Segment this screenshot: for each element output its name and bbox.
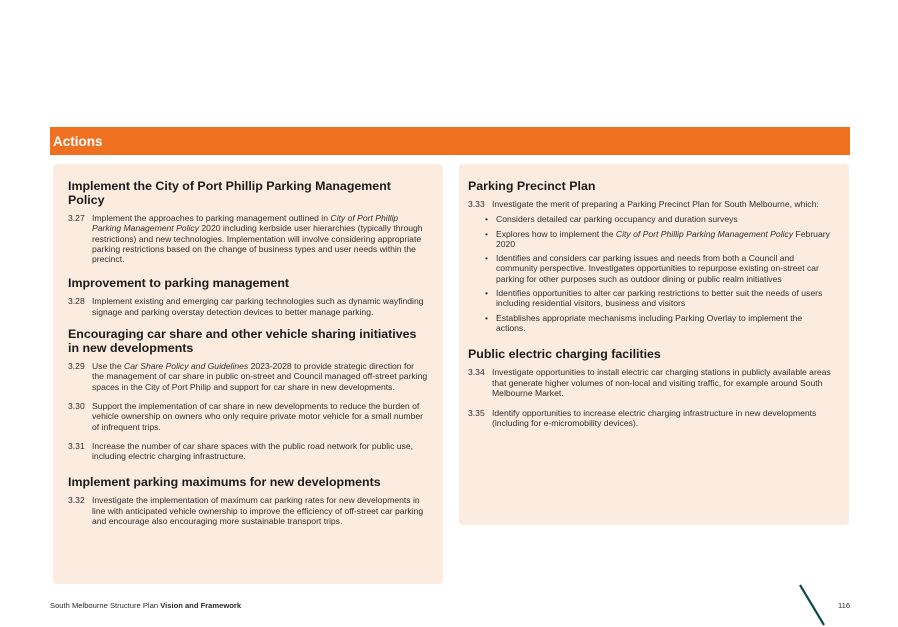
section-electric-charging xyxy=(468,347,834,428)
action-number: 3.29 xyxy=(68,361,85,372)
action-text: Use the Car Share Policy and Guidelines 2023-2028 to provide strategic direction for the management of car share in public on-street and Council managed off-street parking spaces in the City of Port Philip and support for car share in new developments. xyxy=(92,361,428,392)
list-item: • Identifies and considers car parking issues and needs from both a Council and community perspective. Investigates opportunities to repurpose existing on-street car parking for other purposes such as outdoor dining or public realm initiatives xyxy=(485,253,819,284)
action-text: Increase the number of car share spaces with the public road network for public use, including electric charging infrastructure. xyxy=(92,440,414,462)
bullet-icon: • xyxy=(485,214,489,225)
section-parking-management-policy xyxy=(68,179,428,264)
action-number: 3.33 xyxy=(468,199,485,209)
action-text: Identify opportunities to increase electric charging infrastructure in new developments (including for e-micromobility devices). xyxy=(492,408,817,429)
action-text: Investigate the merit of preparing a Parking Precinct Plan for South Melbourne, which: xyxy=(492,199,819,209)
action-number: 3.32 xyxy=(68,495,85,506)
section-improvement-parking-management xyxy=(68,276,428,317)
list-item: • Considers detailed car parking occupancy and duration surveys xyxy=(485,214,738,225)
action-item xyxy=(468,408,834,429)
action-item xyxy=(68,361,428,392)
action-item xyxy=(468,199,834,209)
section-car-share xyxy=(68,327,428,461)
section-parking-precinct-plan xyxy=(468,179,834,333)
footer-document-title xyxy=(50,601,241,610)
section-heading: Implement the City of Port Phillip Parking Management Policy xyxy=(68,179,391,207)
footer-doc-subtitle: Vision and Framework xyxy=(160,601,242,610)
footer-doc-name: South Melbourne Structure Plan xyxy=(50,601,159,610)
precinct-plan-bullets xyxy=(468,214,834,333)
bullet-icon: • xyxy=(485,228,489,239)
action-item xyxy=(68,401,428,432)
decorative-slash-icon xyxy=(796,583,828,627)
section-heading: Parking Precinct Plan xyxy=(468,179,596,193)
action-number: 3.28 xyxy=(68,296,85,307)
list-item: • Identifies opportunities to alter car parking restrictions to better suit the needs of users including residential visitors, business and visitors xyxy=(485,288,823,309)
bullet-icon: • xyxy=(485,253,489,264)
action-number: 3.27 xyxy=(68,213,85,223)
action-item xyxy=(68,495,428,526)
action-item xyxy=(68,296,428,317)
action-text: Investigate opportunities to install electric car charging stations in publicly available areas that generate higher volumes of non-local and visiting traffic, for example around South Melbourne Market. xyxy=(492,367,831,398)
section-parking-maximums xyxy=(68,475,428,526)
bullet-icon: • xyxy=(485,288,489,299)
action-text: Investigate the implementation of maximum car parking rates for new developments in line with anticipated vehicle ownership to improve the efficiency of off-street car parking and encourage also encouraging more sustainable transport trips. xyxy=(92,495,424,527)
section-heading: Implement parking maximums for new developments xyxy=(68,475,381,490)
list-item: • Explores how to implement the City of Port Phillip Parking Management Policy February 2020 xyxy=(485,228,830,249)
actions-header-bar xyxy=(50,127,850,155)
action-item xyxy=(68,441,428,462)
section-heading: Encouraging car share and other vehicle sharing initiatives in new developments xyxy=(68,327,417,356)
left-actions-panel xyxy=(53,164,443,584)
action-text: Implement existing and emerging car parking technologies such as dynamic wayfinding signage and parking overstay detection devices to better manage parking. xyxy=(92,296,424,317)
right-actions-panel xyxy=(459,164,849,525)
page-number: 116 xyxy=(838,601,851,610)
action-text: Support the implementation of car share in new developments to reduce the burden of vehicle ownership on owners who only require private motor vehicle for a small number of infrequent trips. xyxy=(92,400,424,432)
action-number: 3.30 xyxy=(68,400,85,411)
section-heading: Improvement to parking management xyxy=(68,276,290,291)
actions-title: Actions xyxy=(53,134,103,149)
action-number: 3.31 xyxy=(68,440,85,451)
action-item xyxy=(68,213,428,264)
list-item: • Establishes appropriate mechanisms including Parking Overlay to implement the actions. xyxy=(485,312,803,333)
bullet-icon: • xyxy=(485,312,489,323)
action-number: 3.34 xyxy=(468,367,485,378)
action-text: Implement the approaches to parking management outlined in City of Port Phillip Parking Management Policy 2020 including kerbside user hierarchies (typically through restrictions) and new technologies. Implementation will involve considering appropriate parking restrictions based on the change of business types and user needs within the precinct. xyxy=(92,213,423,265)
action-number: 3.35 xyxy=(468,408,485,419)
section-heading: Public electric charging facilities xyxy=(468,347,661,362)
action-item xyxy=(468,367,834,398)
